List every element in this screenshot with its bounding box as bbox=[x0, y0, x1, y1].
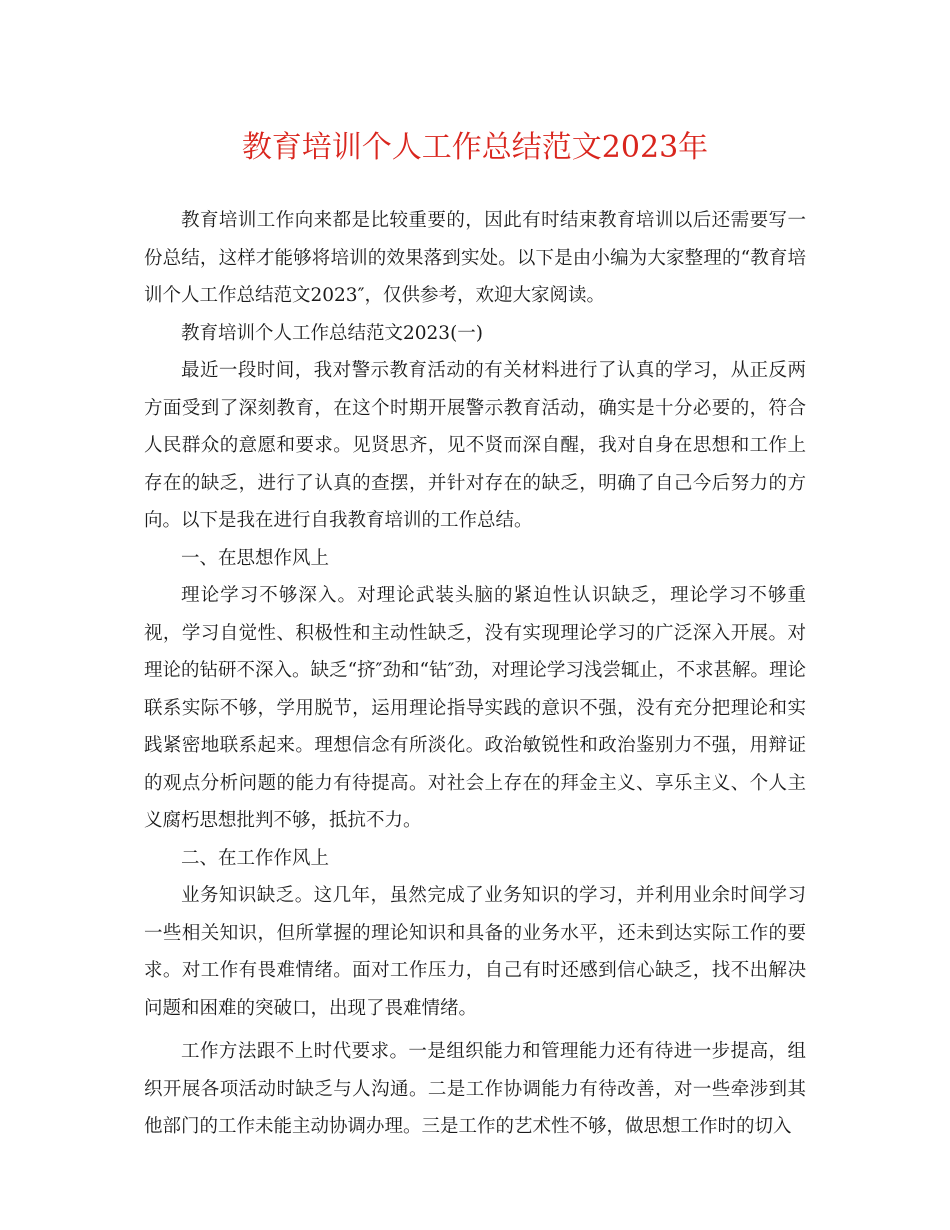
body-paragraph: 最近一段时间，我对警示教育活动的有关材料进行了认真的学习，从正反两方面受到了深刻教育，在这个时期开展警示教育活动，确实是十分必要的，符合人民群众的意愿和要求。见贤思齐，见不贤而深自醒，我对自身在思想和工作上存在的缺乏，进行了认真的查摆，并针对存在的缺乏，明确了自己今后努力的方向。以下是我在进行自我教育培训的工作总结。 bbox=[144, 360, 806, 531]
document-title: 教育培训个人工作总结范文2023年 bbox=[241, 130, 709, 165]
body-paragraph: 理论学习不够深入。对理论武装头脑的紧迫性认识缺乏，理论学习不够重视，学习自觉性、积极性和主动性缺乏，没有实现理论学习的广泛深入开展。对理论的钻研不深入。缺乏“挤″劲和“钻″劲，对理论学习浅尝辄止，不求甚解。理论联系实际不够，学用脱节，运用理论指导实践的意识不强，没有充分把理论和实践紧密地联系起来。理想信念有所淡化。政治敏锐性和政治鉴别力不强，用辩证的观点分析问题的能力有待提高。对社会上存在的拜金主义、享乐主义、个人主义腐朽思想批判不够，抵抗不力。 bbox=[144, 585, 806, 831]
section-heading-part-one: 教育培训个人工作总结范文2023(一) bbox=[181, 322, 484, 344]
subheading-thinking-style: 一、在思想作风上 bbox=[181, 547, 330, 569]
intro-paragraph: 教育培训工作向来都是比较重要的，因此有时结束教育培训以后还需要写一份总结，这样才能够将培训的效果落到实处。以下是由小编为大家整理的“教育培训个人工作总结范文2023″，仅供参考，欢迎大家阅读。 bbox=[144, 210, 806, 306]
body-paragraph: 业务知识缺乏。这几年，虽然完成了业务知识的学习，并利用业余时间学习一些相关知识，但所掌握的理论知识和具备的业务水平，还未到达实际工作的要求。对工作有畏难情绪。面对工作压力，自己有时还感到信心缺乏，找不出解决问题和困难的突破口，出现了畏难情绪。 bbox=[144, 885, 806, 1019]
subheading-work-style: 二、在工作作风上 bbox=[181, 847, 330, 869]
body-paragraph: 工作方法跟不上时代要求。一是组织能力和管理能力还有待进一步提高，组织开展各项活动时缺乏与人沟通。二是工作协调能力有待改善，对一些牵涉到其他部门的工作未能主动协调办理。三是工作的艺术性不够，做思想工作时的切入 bbox=[144, 1041, 806, 1137]
